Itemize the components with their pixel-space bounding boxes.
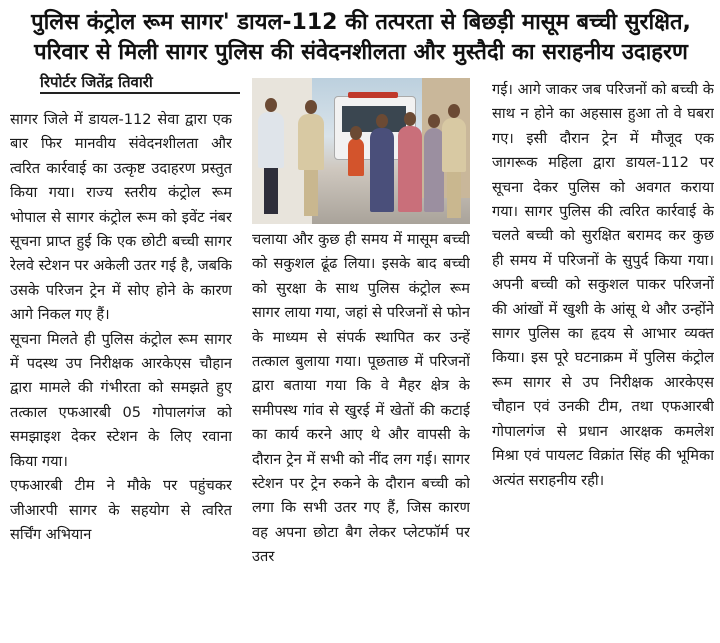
column-2: [252, 228, 470, 640]
headline: पुलिस कंट्रोल रूम सागर' डायल-112 की तत्परता से बिछड़ी मासूम बच्ची सुरक्षित, परिवार से मिली सागर पुलिस की संवेदनशीलता और मुस्तैदी का सराहनीय उदाहरण: [31, 10, 691, 65]
byline: रिपोर्टर जितेंद्र तिवारी: [40, 72, 240, 94]
paragraph: एफआरबी टीम ने मौके पर पहुंचकर जीआरपी सागर के सहयोग से त्वरित सर्चिंग अभियान: [10, 477, 232, 543]
paragraph: चलाया और कुछ ही समय में मासूम बच्ची को सकुशल ढूंढ लिया। इसके बाद बच्ची को सुरक्षा के साथ पुलिस कंट्रोल रूम सागर लाया गया, जहां से परिजनों से फोन के माध्यम से संपर्क स्थापित कर उन्हें तत्काल बुलाया गया। पूछताछ में परिजनों द्वारा बताया गया कि वे मैहर क्षेत्र के समीपस्थ गांव से खुरई में खेतों की कटाई का कार्य करने आए थे और वापसी के दौरान ट्रेन में सभी को नींद लग गई। सागर स्टेशन पर ट्रेन रुकने के दौरान बच्ची को लगा कि सभी उतर गए हैं, जिस कारण वह अपना छोटा बैग लेकर प्लेटफॉर्म पर उतर: [252, 231, 470, 566]
column-1: [10, 108, 232, 640]
paragraph: सूचना मिलते ही पुलिस कंट्रोल रूम सागर में पदस्थ उप निरीक्षक आरकेएस चौहान द्वारा मामले की गंभीरता को समझते हुए तत्काल एफआरबी 05 गोपालगंज को समझाइश देकर स्टेशन के लिए रवाना किया गया।: [10, 330, 232, 470]
column-3: [492, 78, 714, 640]
paragraph: सागर जिले में डायल-112 सेवा द्वारा एक बार फिर मानवीय संवेदनशीलता और त्वरित कार्रवाई का उत्कृष्ट उदाहरण प्रस्तुत किया गया। राज्य स्तरीय कंट्रोल रूम भोपाल से सागर कंट्रोल रूम को इवेंट नंबर सूचना प्राप्त हुई कि एक छोटी बच्ची सागर रेलवे स्टेशन पर अकेली उतर गई है, जबकि उसके परिजन ट्रेन में सोए होने के कारण आगे निकल गए हैं।: [10, 111, 232, 324]
group-photo: [252, 78, 470, 224]
paragraph: गई। आगे जाकर जब परिजनों को बच्ची के साथ न होने का अहसास हुआ तो वे घबरा गए। इसी दौरान ट्रेन में मौजूद एक जागरूक महिला द्वारा डायल-112 पर सूचना देकर पुलिस को अवगत कराया गया। सागर पुलिस की त्वरित कार्रवाई के चलते बच्ची को सुरक्षित बरामद कर कुछ ही समय में परिजनों के सुपुर्द किया गया। अपनी बच्ची को सकुशल पाकर परिजनों की आंखों में खुशी के आंसू थे और उन्होंने सागर पुलिस का हृदय से आभार व्यक्त किया। इस पूरे घटनाक्रम में पुलिस कंट्रोल रूम सागर से उप निरीक्षक आरकेएस चौहान एवं उनकी टीम, तथा एफआरबी गोपालगंज से प्रधान आरक्षक कमलेश मिश्रा एवं पायलट विक्रांत सिंह की भूमिका अत्यंत सराहनीय रही।: [492, 81, 714, 489]
